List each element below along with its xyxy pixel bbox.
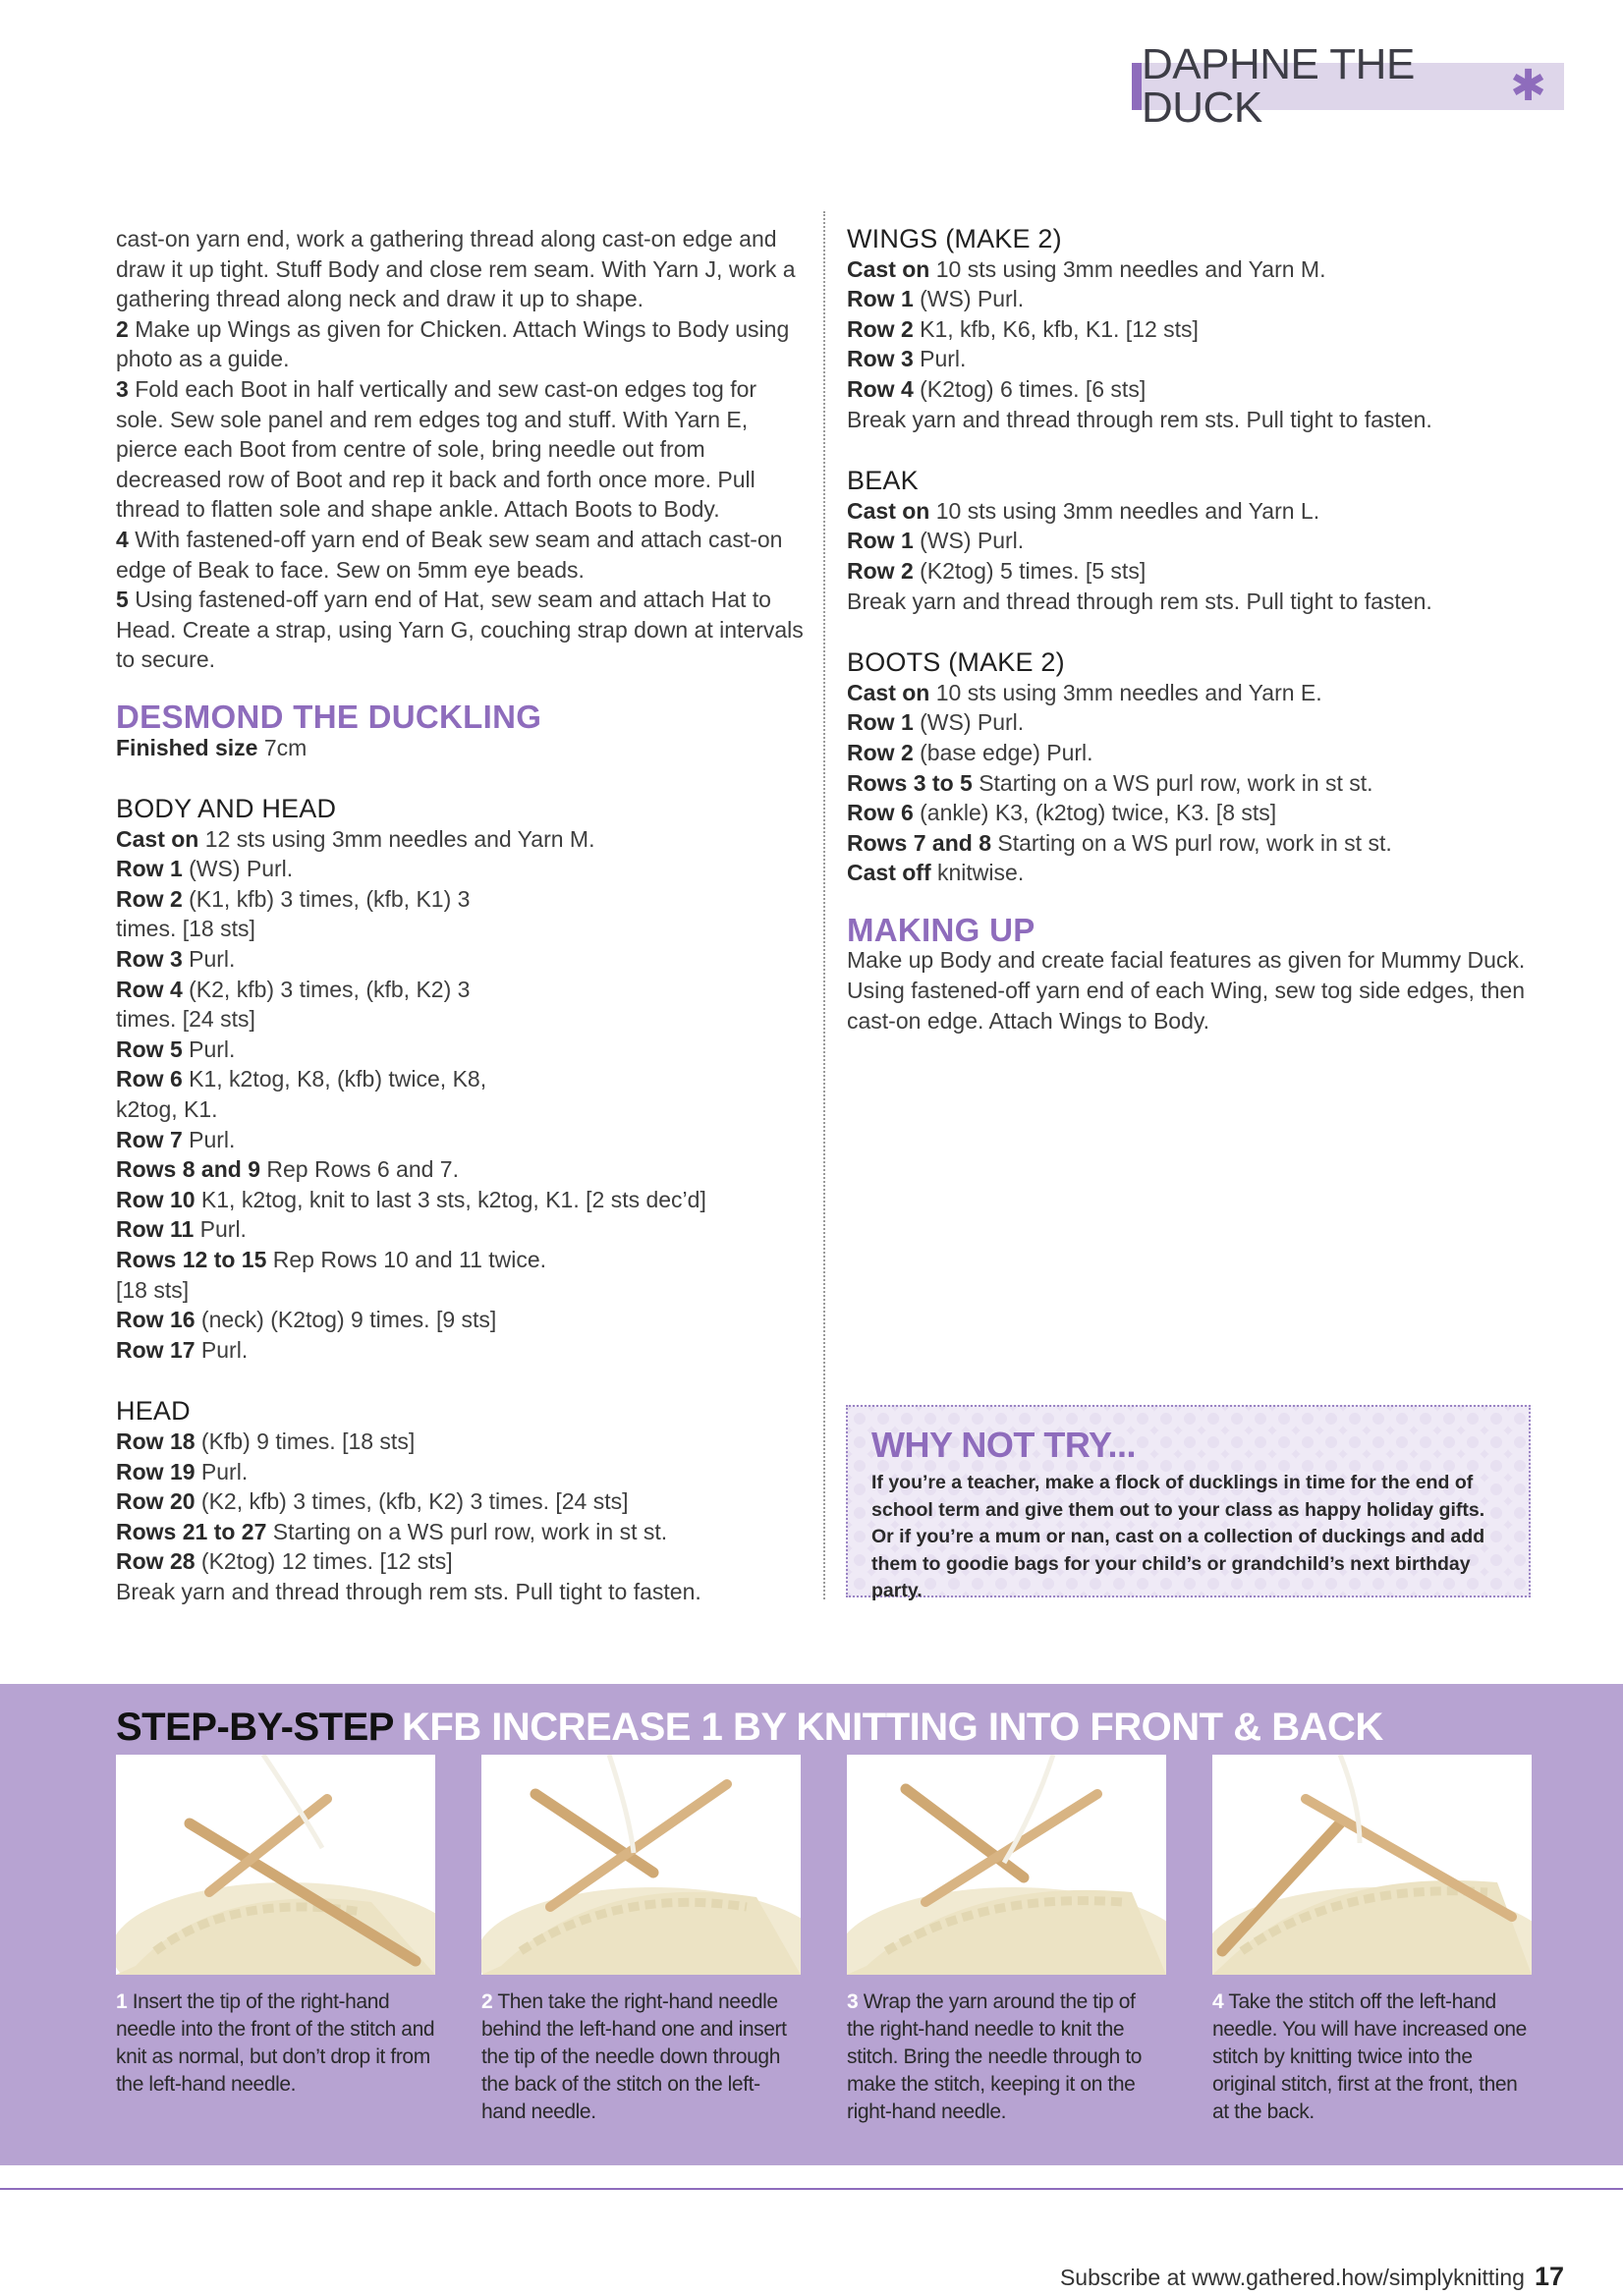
step-card: [847, 1755, 1166, 2126]
step-number: 2: [116, 315, 129, 342]
pattern-row: Cast on 10 sts using 3mm needles and Yarn E.: [847, 679, 1322, 705]
step-number: 3: [116, 375, 129, 402]
pattern-row: Row 18 (Kfb) 9 times. [18 sts]: [116, 1428, 416, 1454]
pattern-row: Row 11 Purl.: [116, 1216, 247, 1243]
page-number: 17: [1534, 2262, 1564, 2291]
pattern-row: Cast off knitwise.: [847, 860, 1025, 886]
pattern-row: Row 7 Purl.: [116, 1126, 236, 1152]
step-text: With fastened-off yarn end of Beak sew seam and attach cast-on edge of Beak to face. Sew on 5mm eye beads.: [116, 526, 783, 583]
knitting-photo: [116, 1755, 435, 1975]
pattern-row: Row 6 K1, k2tog, K8, (kfb) twice, K8, k2tog, K1.: [116, 1066, 487, 1123]
intro-paragraph: cast-on yarn end, work a gathering thread along cast-on edge and draw it up tight. Stuff Body and close rem seam. With Yarn J, work a gathering thread along neck and draw it up to shape.: [116, 226, 796, 312]
beak-end-text: Break yarn and thread through rem sts. Pull tight to fasten.: [847, 588, 1432, 614]
knitting-photo: [847, 1755, 1166, 1975]
pattern-row: Row 16 (neck) (K2tog) 9 times. [9 sts]: [116, 1307, 497, 1333]
step-caption: 3 Wrap the yarn around the tip of the right-hand needle to knit the stitch. Bring the needle through to make the stitch, keeping it on the right-hand needle.: [847, 1990, 1143, 2123]
pattern-row: Row 19 Purl.: [116, 1458, 249, 1484]
knitting-photo: [1212, 1755, 1532, 1975]
pattern-row: Row 20 (K2, kfb) 3 times, (kfb, K2) 3 times. [24 sts]: [116, 1488, 629, 1515]
pattern-row: Row 10 K1, k2tog, knit to last 3 sts, k2tog, K1. [2 sts dec’d]: [116, 1186, 706, 1212]
step-caption: 1 Insert the tip of the right-hand needle into the front of the stitch and knit as normal, but don’t drop it from the left-hand needle.: [116, 1990, 435, 2096]
step-card: [1212, 1755, 1532, 2126]
step-number: 5: [116, 587, 129, 613]
step-text: Using fastened-off yarn end of Hat, sew seam and attach Hat to Head. Create a strap, using Yarn G, couching strap down at intervals to secure.: [116, 587, 804, 673]
pattern-row: Row 2 (K1, kfb) 3 times, (kfb, K1) 3 times. [18 sts]: [116, 885, 471, 942]
page-footer: [1060, 2262, 1564, 2292]
pattern-row: Row 1 (WS) Purl.: [847, 709, 1025, 736]
tip-body: If you’re a teacher, make a flock of ducklings in time for the end of school term and give them out to your class as happy holiday gifts. Or if you’re a mum or nan, cast on a collection of duckings and add them to goodie bags for your child’s or grandchild’s next birthday party.: [871, 1472, 1485, 1601]
pattern-row: Rows 8 and 9 Rep Rows 6 and 7.: [116, 1156, 459, 1183]
asterisk-flower-icon: ✱: [1510, 62, 1546, 110]
pattern-row: Row 2 (base edge) Purl.: [847, 739, 1093, 765]
head-heading: HEAD: [116, 1396, 191, 1427]
right-column: [847, 220, 1535, 1036]
step-caption: 4 Take the stitch off the left-hand needle. You will have increased one stitch by knitting twice into the original stitch, first at the front, then at the back.: [1212, 1990, 1527, 2123]
footer-rule: [0, 2188, 1623, 2190]
pattern-row: Row 1 (WS) Purl.: [847, 528, 1025, 554]
duckling-title: DESMOND THE DUCKLING: [116, 698, 542, 735]
wings-end-text: Break yarn and thread through rem sts. Pull tight to fasten.: [847, 406, 1432, 432]
pattern-row: Cast on 10 sts using 3mm needles and Yarn M.: [847, 255, 1326, 282]
pattern-row: Row 2 (K2tog) 5 times. [5 sts]: [847, 557, 1147, 584]
pattern-row: Rows 7 and 8 Starting on a WS purl row, work in st st.: [847, 829, 1392, 856]
page-title: DAPHNE THE DUCK: [1142, 40, 1415, 132]
step-card: [481, 1755, 801, 2126]
head-end-text: Break yarn and thread through rem sts. Pull tight to fasten.: [116, 1578, 701, 1604]
pattern-row: Row 1 (WS) Purl.: [847, 286, 1025, 312]
step-by-step-band: [0, 1684, 1623, 2165]
pattern-row: Cast on 12 sts using 3mm needles and Yarn M.: [116, 825, 595, 852]
pattern-row: Row 17 Purl.: [116, 1336, 249, 1363]
pattern-row: Row 3 Purl.: [116, 946, 236, 973]
pattern-row: Rows 3 to 5 Starting on a WS purl row, work in st st.: [847, 769, 1373, 796]
step-text: Fold each Boot in half vertically and sew cast-on edges tog for sole. Sew sole panel and rem edges tog and stuff. With Yarn E, pierce each Boot from centre of sole, bring needle out from decreased row of Boot and rep it back and forth once more. Pull thread to flatten sole and shape ankle. Attach Boots to Body.: [116, 375, 757, 523]
pattern-row: Row 5 Purl.: [116, 1036, 236, 1062]
head-rows: [116, 1427, 804, 1577]
tip-title: WHY NOT TRY...: [871, 1425, 1137, 1465]
beak-heading: BEAK: [847, 466, 919, 496]
pattern-row: Row 4 (K2, kfb) 3 times, (kfb, K2) 3 times. [24 sts]: [116, 976, 471, 1033]
boots-heading: BOOTS (MAKE 2): [847, 647, 1065, 678]
wings-heading: WINGS (MAKE 2): [847, 224, 1062, 253]
left-column: [116, 224, 804, 1607]
making-up-title: MAKING UP: [847, 911, 1035, 948]
why-not-try-box: [846, 1405, 1531, 1601]
making-step: [116, 525, 804, 585]
knitting-photo: [481, 1755, 801, 1975]
step-number: 4: [116, 526, 129, 552]
pattern-row: Cast on 10 sts using 3mm needles and Yarn L.: [847, 497, 1320, 524]
page-header: [1132, 40, 1564, 132]
making-up-text: Make up Body and create facial features as given for Mummy Duck. Using fastened-off yarn end of each Wing, sew tog side edges, then cast-on edge. Attach Wings to Body.: [847, 947, 1526, 1034]
pattern-row: Row 28 (K2tog) 12 times. [12 sts]: [116, 1548, 453, 1575]
pattern-row: Row 2 K1, kfb, K6, kfb, K1. [12 sts]: [847, 315, 1199, 342]
pattern-row: Rows 21 to 27 Starting on a WS purl row, work in st st.: [116, 1518, 668, 1544]
pattern-row: Rows 12 to 15 Rep Rows 10 and 11 twice. [18 sts]: [116, 1247, 547, 1303]
pattern-row: Row 6 (ankle) K3, (k2tog) twice, K3. [8 sts]: [847, 800, 1277, 826]
step-card: [116, 1755, 435, 2099]
body-rows: [116, 824, 804, 1366]
making-step: [116, 374, 804, 525]
step-by-step-title: STEP-BY-STEP KFB INCREASE 1 BY KNITTING INTO FRONT & BACK: [116, 1706, 1383, 1749]
making-step: [116, 585, 804, 675]
pattern-row: Row 1 (WS) Purl.: [116, 856, 294, 882]
pattern-row: Row 4 (K2tog) 6 times. [6 sts]: [847, 375, 1147, 402]
finished-size: Finished size 7cm: [116, 734, 308, 760]
step-text: Make up Wings as given for Chicken. Attach Wings to Body using photo as a guide.: [116, 315, 790, 372]
body-head-heading: BODY AND HEAD: [116, 794, 337, 824]
pattern-row: Row 3 Purl.: [847, 346, 967, 372]
column-divider: [823, 211, 825, 1599]
subscribe-link[interactable]: Subscribe at www.gathered.how/simplyknitting: [1059, 2265, 1525, 2290]
step-caption: 2 Then take the right-hand needle behind the left-hand one and insert the tip of the needle down through the back of the stitch on the left-hand needle.: [481, 1990, 787, 2123]
making-step: [116, 314, 804, 374]
